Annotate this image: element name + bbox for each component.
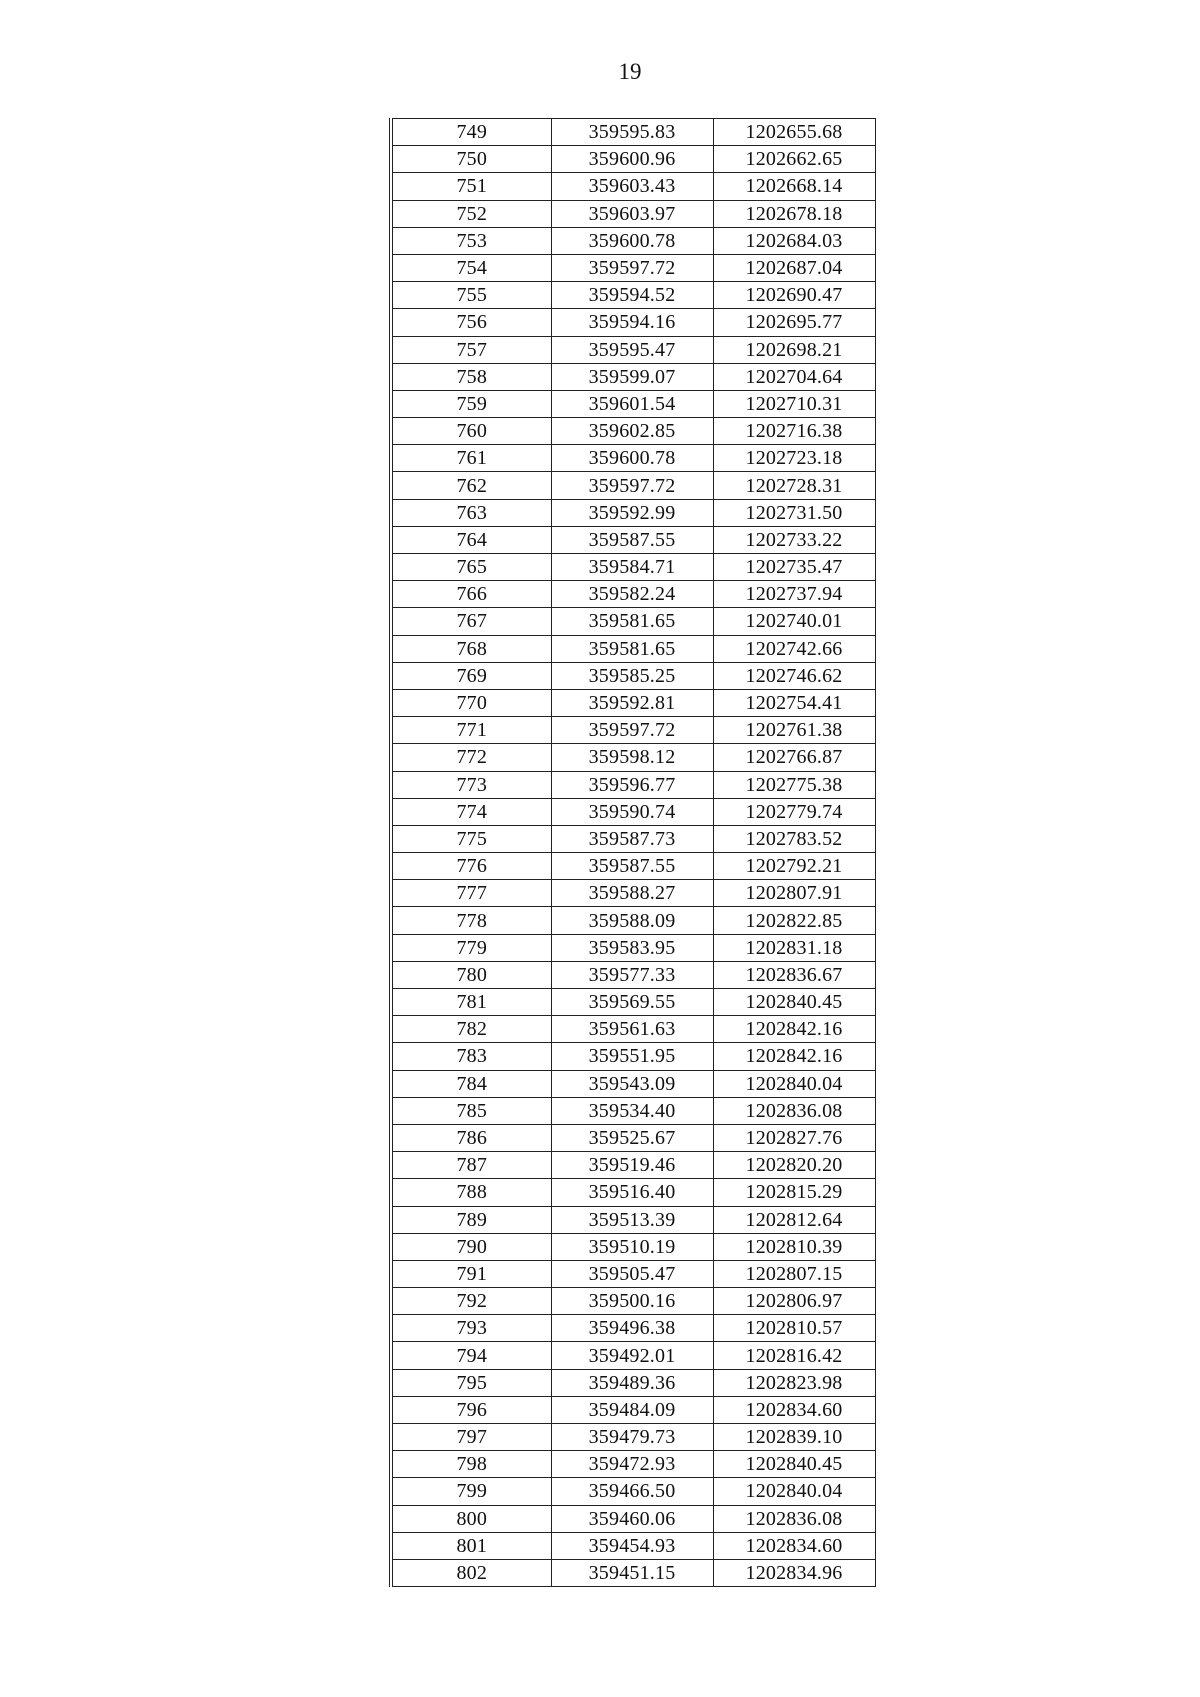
x-coordinate-cell: 359581.65 (551, 635, 713, 662)
x-coordinate-cell: 359513.39 (551, 1206, 713, 1233)
y-coordinate-cell: 1202668.14 (713, 173, 875, 200)
y-coordinate-cell: 1202807.91 (713, 880, 875, 907)
point-number-cell: 772 (391, 744, 551, 771)
x-coordinate-cell: 359600.96 (551, 146, 713, 173)
table-row (391, 1288, 875, 1315)
table-row (391, 1342, 875, 1369)
point-number-cell: 791 (391, 1260, 551, 1287)
y-coordinate-cell: 1202698.21 (713, 336, 875, 363)
point-number-cell: 790 (391, 1233, 551, 1260)
x-coordinate-cell: 359595.47 (551, 336, 713, 363)
coordinates-table (389, 118, 876, 1587)
point-number-cell: 780 (391, 961, 551, 988)
table-row (391, 581, 875, 608)
x-coordinate-cell: 359489.36 (551, 1369, 713, 1396)
point-number-cell: 802 (391, 1559, 551, 1586)
table-row (391, 1396, 875, 1423)
x-coordinate-cell: 359592.99 (551, 499, 713, 526)
y-coordinate-cell: 1202754.41 (713, 689, 875, 716)
table-row (391, 499, 875, 526)
table-row (391, 1315, 875, 1342)
x-coordinate-cell: 359582.24 (551, 581, 713, 608)
y-coordinate-cell: 1202746.62 (713, 662, 875, 689)
point-number-cell: 770 (391, 689, 551, 716)
table-row (391, 1070, 875, 1097)
point-number-cell: 754 (391, 254, 551, 281)
point-number-cell: 779 (391, 934, 551, 961)
y-coordinate-cell: 1202836.67 (713, 961, 875, 988)
table-row (391, 825, 875, 852)
y-coordinate-cell: 1202737.94 (713, 581, 875, 608)
table-row (391, 173, 875, 200)
x-coordinate-cell: 359587.55 (551, 853, 713, 880)
point-number-cell: 766 (391, 581, 551, 608)
y-coordinate-cell: 1202733.22 (713, 526, 875, 553)
x-coordinate-cell: 359534.40 (551, 1097, 713, 1124)
table-row (391, 1179, 875, 1206)
y-coordinate-cell: 1202810.39 (713, 1233, 875, 1260)
y-coordinate-cell: 1202840.04 (713, 1070, 875, 1097)
table-row (391, 1043, 875, 1070)
table-row (391, 1124, 875, 1151)
point-number-cell: 799 (391, 1478, 551, 1505)
table-row (391, 1016, 875, 1043)
x-coordinate-cell: 359583.95 (551, 934, 713, 961)
y-coordinate-cell: 1202735.47 (713, 554, 875, 581)
table-row (391, 227, 875, 254)
point-number-cell: 774 (391, 798, 551, 825)
point-number-cell: 794 (391, 1342, 551, 1369)
x-coordinate-cell: 359584.71 (551, 554, 713, 581)
x-coordinate-cell: 359451.15 (551, 1559, 713, 1586)
y-coordinate-cell: 1202839.10 (713, 1424, 875, 1451)
point-number-cell: 762 (391, 472, 551, 499)
table-row (391, 1505, 875, 1532)
y-coordinate-cell: 1202834.96 (713, 1559, 875, 1586)
y-coordinate-cell: 1202840.04 (713, 1478, 875, 1505)
x-coordinate-cell: 359598.12 (551, 744, 713, 771)
y-coordinate-cell: 1202840.45 (713, 1451, 875, 1478)
point-number-cell: 768 (391, 635, 551, 662)
y-coordinate-cell: 1202836.08 (713, 1097, 875, 1124)
y-coordinate-cell: 1202842.16 (713, 1016, 875, 1043)
y-coordinate-cell: 1202834.60 (713, 1532, 875, 1559)
point-number-cell: 775 (391, 825, 551, 852)
table-row (391, 689, 875, 716)
y-coordinate-cell: 1202695.77 (713, 309, 875, 336)
point-number-cell: 778 (391, 907, 551, 934)
point-number-cell: 756 (391, 309, 551, 336)
y-coordinate-cell: 1202820.20 (713, 1152, 875, 1179)
x-coordinate-cell: 359454.93 (551, 1532, 713, 1559)
table-row (391, 907, 875, 934)
y-coordinate-cell: 1202662.65 (713, 146, 875, 173)
table-row (391, 254, 875, 281)
point-number-cell: 760 (391, 418, 551, 445)
x-coordinate-cell: 359587.55 (551, 526, 713, 553)
table-row (391, 282, 875, 309)
y-coordinate-cell: 1202678.18 (713, 200, 875, 227)
point-number-cell: 750 (391, 146, 551, 173)
point-number-cell: 769 (391, 662, 551, 689)
y-coordinate-cell: 1202816.42 (713, 1342, 875, 1369)
x-coordinate-cell: 359561.63 (551, 1016, 713, 1043)
x-coordinate-cell: 359466.50 (551, 1478, 713, 1505)
y-coordinate-cell: 1202836.08 (713, 1505, 875, 1532)
table-row (391, 472, 875, 499)
x-coordinate-cell: 359484.09 (551, 1396, 713, 1423)
point-number-cell: 783 (391, 1043, 551, 1070)
y-coordinate-cell: 1202812.64 (713, 1206, 875, 1233)
point-number-cell: 787 (391, 1152, 551, 1179)
point-number-cell: 764 (391, 526, 551, 553)
y-coordinate-cell: 1202723.18 (713, 445, 875, 472)
table-row (391, 961, 875, 988)
table-row (391, 989, 875, 1016)
x-coordinate-cell: 359590.74 (551, 798, 713, 825)
table-row (391, 200, 875, 227)
point-number-cell: 765 (391, 554, 551, 581)
y-coordinate-cell: 1202822.85 (713, 907, 875, 934)
point-number-cell: 771 (391, 717, 551, 744)
y-coordinate-cell: 1202792.21 (713, 853, 875, 880)
point-number-cell: 777 (391, 880, 551, 907)
table-row (391, 1260, 875, 1287)
x-coordinate-cell: 359577.33 (551, 961, 713, 988)
x-coordinate-cell: 359603.43 (551, 173, 713, 200)
y-coordinate-cell: 1202827.76 (713, 1124, 875, 1151)
table-row (391, 119, 875, 146)
table-row (391, 1152, 875, 1179)
x-coordinate-cell: 359581.65 (551, 608, 713, 635)
point-number-cell: 785 (391, 1097, 551, 1124)
y-coordinate-cell: 1202806.97 (713, 1288, 875, 1315)
point-number-cell: 798 (391, 1451, 551, 1478)
table-row (391, 880, 875, 907)
y-coordinate-cell: 1202783.52 (713, 825, 875, 852)
table-row (391, 554, 875, 581)
y-coordinate-cell: 1202728.31 (713, 472, 875, 499)
point-number-cell: 784 (391, 1070, 551, 1097)
y-coordinate-cell: 1202815.29 (713, 1179, 875, 1206)
page-number: 19 (618, 59, 642, 84)
table-row (391, 744, 875, 771)
y-coordinate-cell: 1202775.38 (713, 771, 875, 798)
y-coordinate-cell: 1202740.01 (713, 608, 875, 635)
point-number-cell: 797 (391, 1424, 551, 1451)
point-number-cell: 755 (391, 282, 551, 309)
table-row (391, 1424, 875, 1451)
table-row (391, 390, 875, 417)
point-number-cell: 761 (391, 445, 551, 472)
y-coordinate-cell: 1202710.31 (713, 390, 875, 417)
point-number-cell: 753 (391, 227, 551, 254)
table-row (391, 1206, 875, 1233)
y-coordinate-cell: 1202823.98 (713, 1369, 875, 1396)
y-coordinate-cell: 1202834.60 (713, 1396, 875, 1423)
table-row (391, 717, 875, 744)
table-row (391, 1559, 875, 1586)
x-coordinate-cell: 359602.85 (551, 418, 713, 445)
table-row (391, 1097, 875, 1124)
point-number-cell: 776 (391, 853, 551, 880)
x-coordinate-cell: 359600.78 (551, 445, 713, 472)
x-coordinate-cell: 359472.93 (551, 1451, 713, 1478)
table-row (391, 1233, 875, 1260)
y-coordinate-cell: 1202742.66 (713, 635, 875, 662)
table-row (391, 1532, 875, 1559)
y-coordinate-cell: 1202690.47 (713, 282, 875, 309)
x-coordinate-cell: 359600.78 (551, 227, 713, 254)
x-coordinate-cell: 359496.38 (551, 1315, 713, 1342)
point-number-cell: 801 (391, 1532, 551, 1559)
point-number-cell: 749 (391, 119, 551, 146)
x-coordinate-cell: 359592.81 (551, 689, 713, 716)
x-coordinate-cell: 359597.72 (551, 254, 713, 281)
point-number-cell: 786 (391, 1124, 551, 1151)
x-coordinate-cell: 359599.07 (551, 363, 713, 390)
x-coordinate-cell: 359569.55 (551, 989, 713, 1016)
y-coordinate-cell: 1202810.57 (713, 1315, 875, 1342)
point-number-cell: 781 (391, 989, 551, 1016)
x-coordinate-cell: 359500.16 (551, 1288, 713, 1315)
point-number-cell: 767 (391, 608, 551, 635)
x-coordinate-cell: 359585.25 (551, 662, 713, 689)
x-coordinate-cell: 359516.40 (551, 1179, 713, 1206)
point-number-cell: 789 (391, 1206, 551, 1233)
y-coordinate-cell: 1202840.45 (713, 989, 875, 1016)
table-row (391, 418, 875, 445)
point-number-cell: 763 (391, 499, 551, 526)
y-coordinate-cell: 1202655.68 (713, 119, 875, 146)
y-coordinate-cell: 1202716.38 (713, 418, 875, 445)
table-row (391, 1369, 875, 1396)
y-coordinate-cell: 1202687.04 (713, 254, 875, 281)
table-row (391, 635, 875, 662)
x-coordinate-cell: 359594.52 (551, 282, 713, 309)
x-coordinate-cell: 359505.47 (551, 1260, 713, 1287)
point-number-cell: 793 (391, 1315, 551, 1342)
table-row (391, 771, 875, 798)
x-coordinate-cell: 359492.01 (551, 1342, 713, 1369)
x-coordinate-cell: 359588.09 (551, 907, 713, 934)
x-coordinate-cell: 359510.19 (551, 1233, 713, 1260)
table-row (391, 336, 875, 363)
table-row (391, 1451, 875, 1478)
x-coordinate-cell: 359519.46 (551, 1152, 713, 1179)
x-coordinate-cell: 359594.16 (551, 309, 713, 336)
x-coordinate-cell: 359587.73 (551, 825, 713, 852)
point-number-cell: 773 (391, 771, 551, 798)
table-row (391, 853, 875, 880)
table-row (391, 526, 875, 553)
x-coordinate-cell: 359525.67 (551, 1124, 713, 1151)
table-row (391, 363, 875, 390)
y-coordinate-cell: 1202807.15 (713, 1260, 875, 1287)
x-coordinate-cell: 359588.27 (551, 880, 713, 907)
point-number-cell: 796 (391, 1396, 551, 1423)
point-number-cell: 795 (391, 1369, 551, 1396)
x-coordinate-cell: 359596.77 (551, 771, 713, 798)
point-number-cell: 782 (391, 1016, 551, 1043)
x-coordinate-cell: 359597.72 (551, 472, 713, 499)
y-coordinate-cell: 1202761.38 (713, 717, 875, 744)
x-coordinate-cell: 359551.95 (551, 1043, 713, 1070)
x-coordinate-cell: 359597.72 (551, 717, 713, 744)
y-coordinate-cell: 1202779.74 (713, 798, 875, 825)
y-coordinate-cell: 1202831.18 (713, 934, 875, 961)
table-row (391, 1478, 875, 1505)
y-coordinate-cell: 1202731.50 (713, 499, 875, 526)
x-coordinate-cell: 359543.09 (551, 1070, 713, 1097)
coordinates-table-body (391, 119, 875, 1587)
table-row (391, 798, 875, 825)
point-number-cell: 792 (391, 1288, 551, 1315)
y-coordinate-cell: 1202684.03 (713, 227, 875, 254)
point-number-cell: 757 (391, 336, 551, 363)
table-row (391, 146, 875, 173)
point-number-cell: 758 (391, 363, 551, 390)
x-coordinate-cell: 359601.54 (551, 390, 713, 417)
x-coordinate-cell: 359603.97 (551, 200, 713, 227)
table-row (391, 608, 875, 635)
table-row (391, 309, 875, 336)
table-row (391, 934, 875, 961)
x-coordinate-cell: 359479.73 (551, 1424, 713, 1451)
y-coordinate-cell: 1202842.16 (713, 1043, 875, 1070)
point-number-cell: 788 (391, 1179, 551, 1206)
x-coordinate-cell: 359595.83 (551, 119, 713, 146)
y-coordinate-cell: 1202766.87 (713, 744, 875, 771)
table-row (391, 445, 875, 472)
point-number-cell: 800 (391, 1505, 551, 1532)
table-row (391, 662, 875, 689)
point-number-cell: 759 (391, 390, 551, 417)
point-number-cell: 752 (391, 200, 551, 227)
x-coordinate-cell: 359460.06 (551, 1505, 713, 1532)
point-number-cell: 751 (391, 173, 551, 200)
y-coordinate-cell: 1202704.64 (713, 363, 875, 390)
